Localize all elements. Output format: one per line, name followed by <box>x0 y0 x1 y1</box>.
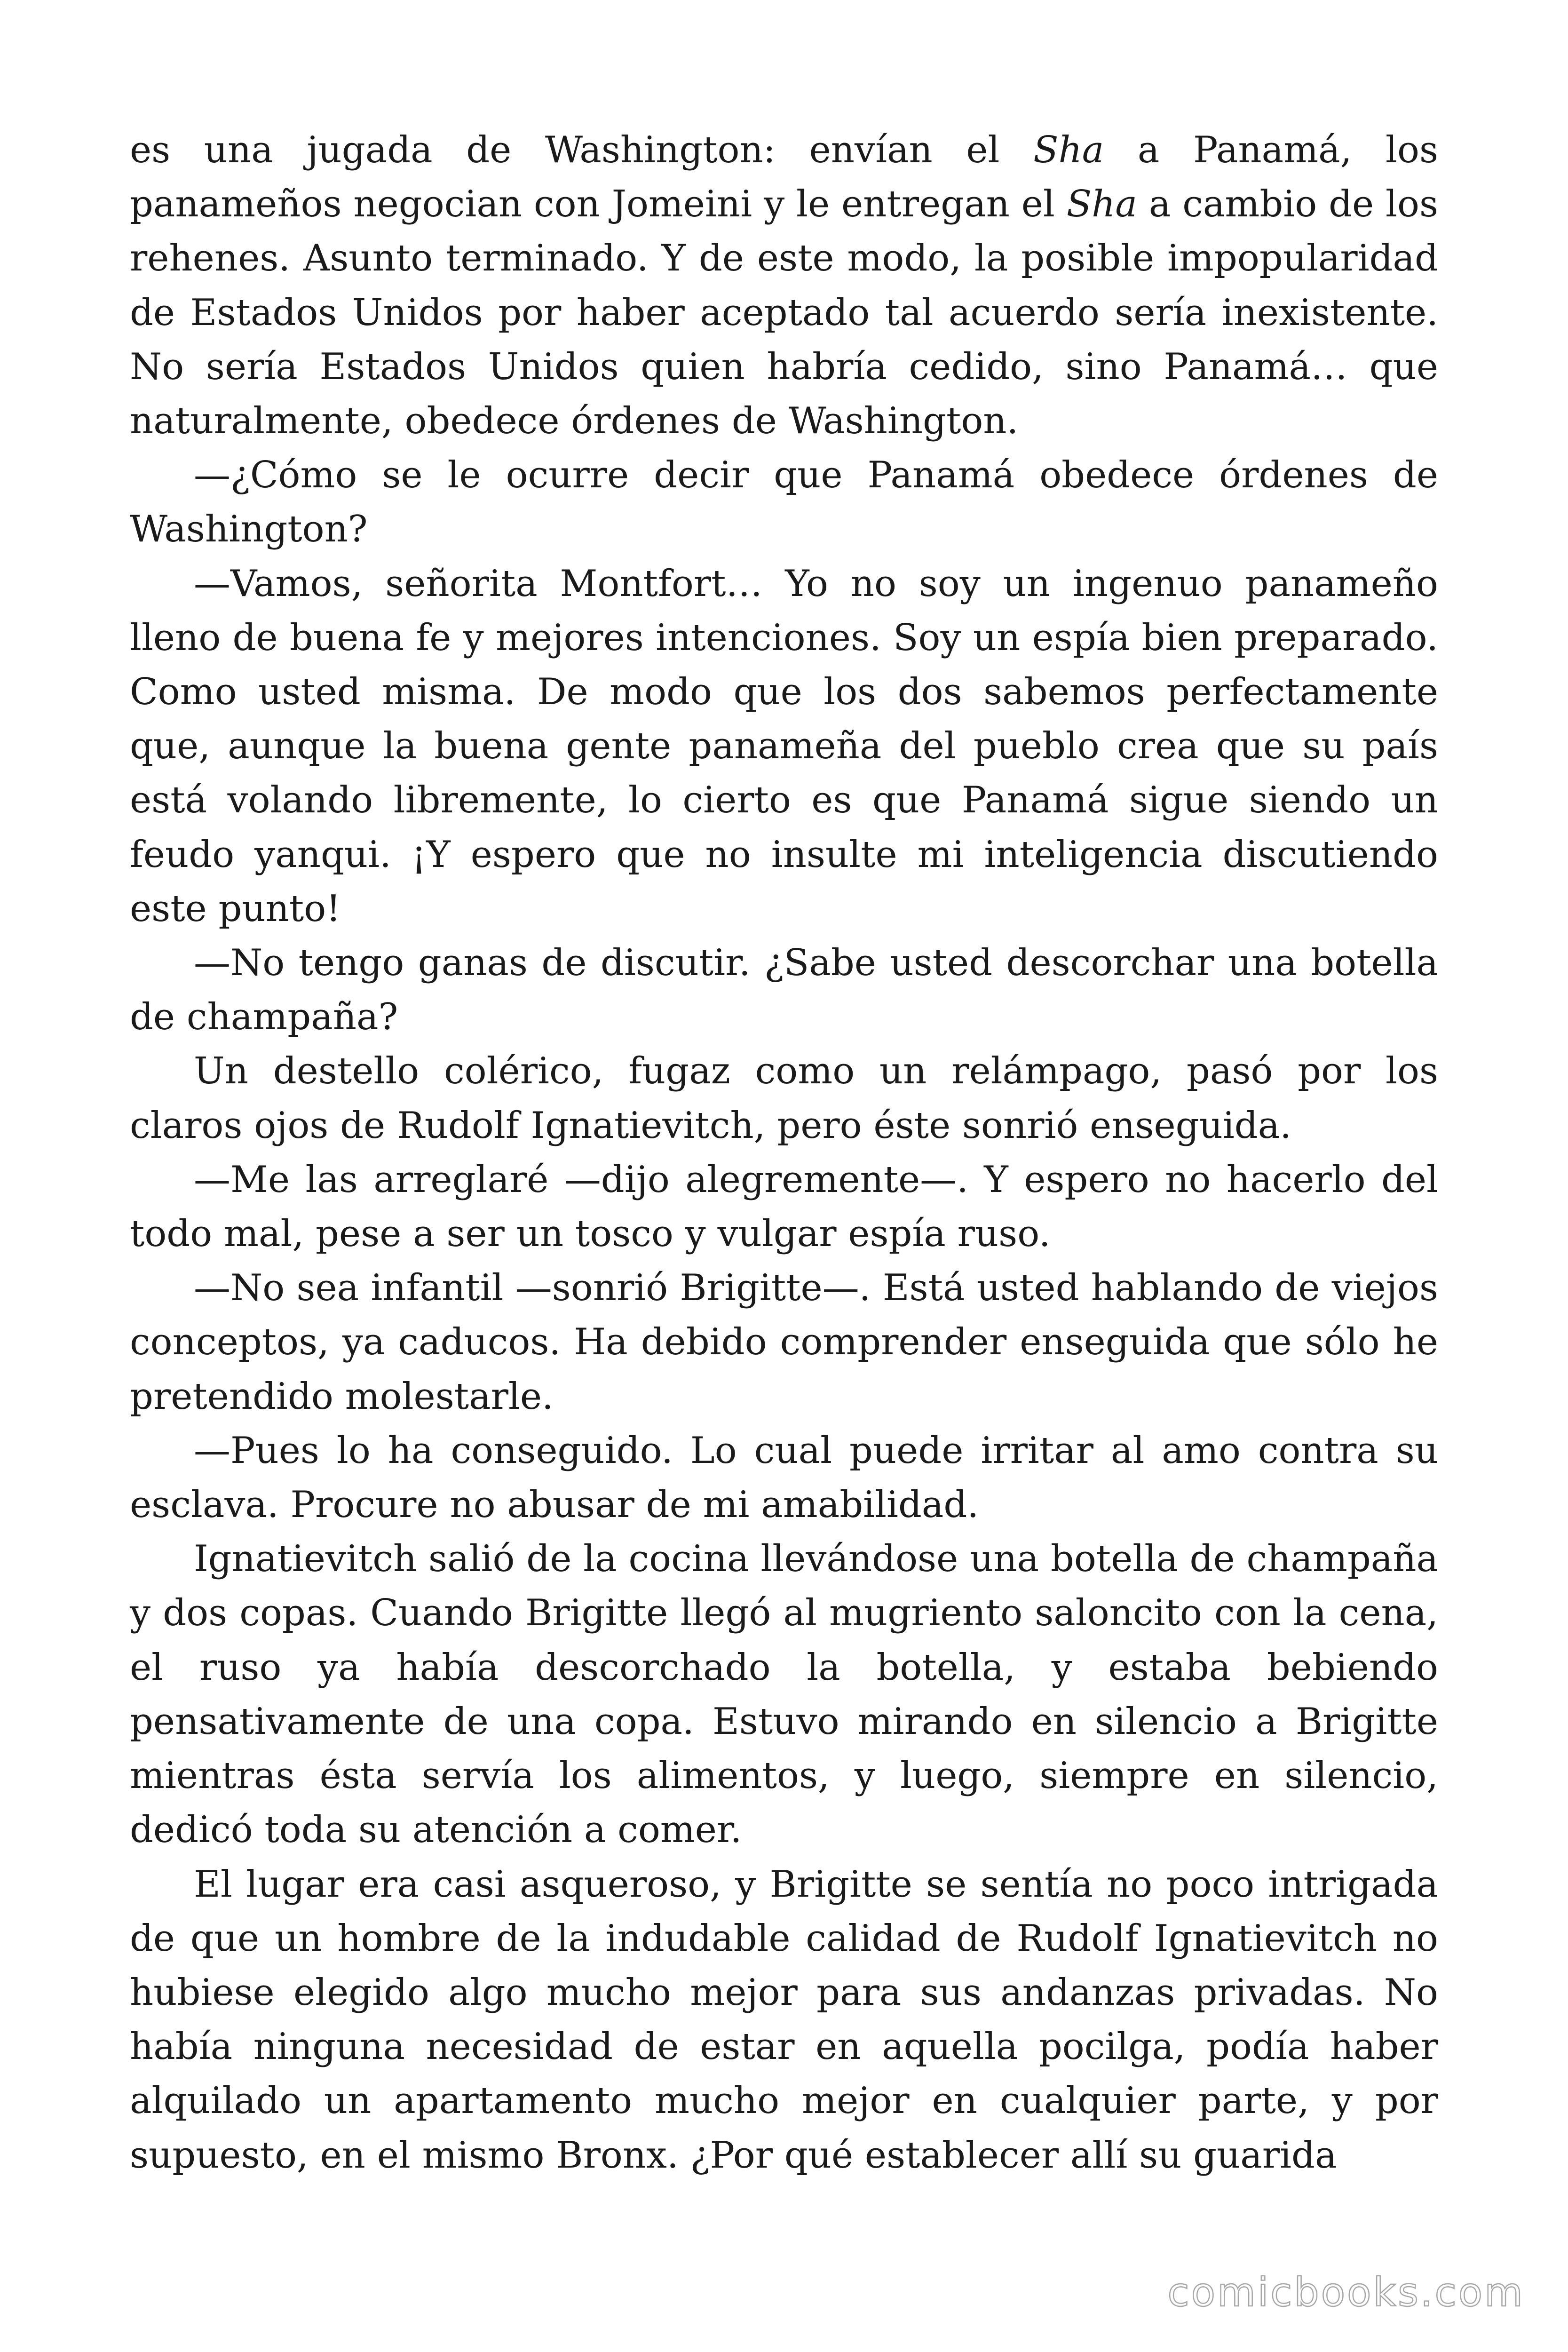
paragraph-3-text: —Vamos, señorita Montfort… Yo no soy un ingenuo panameño lleno de buena fe y mejores intenciones. Soy un espía bien preparado. Como usted misma. De modo que los dos sabemos perfectamente que, aunque la buena gente panameña del pueblo crea que su país está volando libremente, lo cierto es que Panamá sigue siendo un feudo yanqui. ¡Y espero que no insulte mi inteligencia discutiendo este punto! <box>130 562 1438 930</box>
paragraph-1 <box>130 123 1438 448</box>
paragraph-8-text: —Pues lo ha conseguido. Lo cual puede irritar al amo contra su esclava. Procure no abusar de mi amabilidad. <box>130 1429 1438 1526</box>
paragraph-1-italic-sha-1: Sha <box>1033 129 1104 171</box>
paragraph-3 <box>130 557 1438 936</box>
paragraph-10-text: El lugar era casi asqueroso, y Brigitte se sentía no poco intrigada de que un hombre de la indudable calidad de Rudolf Ignatievitch no hubiese elegido algo mucho mejor para sus andanzas privadas. No había ninguna necesidad de estar en aquella pocilga, podía haber alquilado un apartamento mucho mejor en cualquier parte, y por supuesto, en el mismo Bronx. ¿Por qué establecer allí su guarida <box>130 1863 1438 2177</box>
paragraph-6-text: —Me las arreglaré —dijo alegremente—. Y espero no hacerlo del todo mal, pese a ser un tosco y vulgar espía ruso. <box>130 1158 1438 1255</box>
paragraph-5 <box>130 1044 1438 1152</box>
paragraph-1-text-3: a cambio de los rehenes. Asunto terminado. Y de este modo, la posible impopularidad de Estados Unidos por haber aceptado tal acuerdo sería inexistente. No sería Estados Unidos quien habría cedido, sino Panamá… que naturalmente, obedece órdenes de Washington. <box>130 183 1438 443</box>
paragraph-7-text: —No sea infantil —sonrió Brigitte—. Está usted hablando de viejos conceptos, ya caducos. Ha debido comprender enseguida que sólo he pretendido molestarle. <box>130 1267 1438 1418</box>
paragraph-2-text: —¿Cómo se le ocurre decir que Panamá obedece órdenes de Washington? <box>130 454 1438 551</box>
paragraph-4-text: —No tengo ganas de discutir. ¿Sabe usted descorchar una botella de champaña? <box>130 942 1438 1039</box>
paragraph-9-text: Ignatievitch salió de la cocina llevándose una botella de champaña y dos copas. Cuando Brigitte llegó al mugriento saloncito con la cena, el ruso ya había descorchado la botella, y estaba bebiendo pensativamente de una copa. Estuvo mirando en silencio a Brigitte mientras ésta servía los alimentos, y luego, siempre en silencio, dedicó toda su atención a comer. <box>130 1538 1438 1851</box>
paragraph-7 <box>130 1261 1438 1424</box>
watermark: comicbooks.com <box>1167 2269 1525 2315</box>
paragraph-8 <box>130 1424 1438 1532</box>
paragraph-6 <box>130 1153 1438 1261</box>
paragraph-4 <box>130 936 1438 1044</box>
paragraph-1-text-2: a Panamá, los panameños negocian con Jomeini y le entregan el <box>130 129 1438 226</box>
paragraph-5-text: Un destello colérico, fugaz como un relámpago, pasó por los claros ojos de Rudolf Ignatievitch, pero éste sonrió enseguida. <box>130 1050 1438 1147</box>
paragraph-2 <box>130 448 1438 556</box>
book-page <box>130 123 1438 2240</box>
paragraph-1-italic-sha-2: Sha <box>1066 183 1137 226</box>
paragraph-1-text-1: es una jugada de Washington: envían el <box>130 129 1034 171</box>
paragraph-10 <box>130 1858 1438 2183</box>
paragraph-9 <box>130 1532 1438 1857</box>
